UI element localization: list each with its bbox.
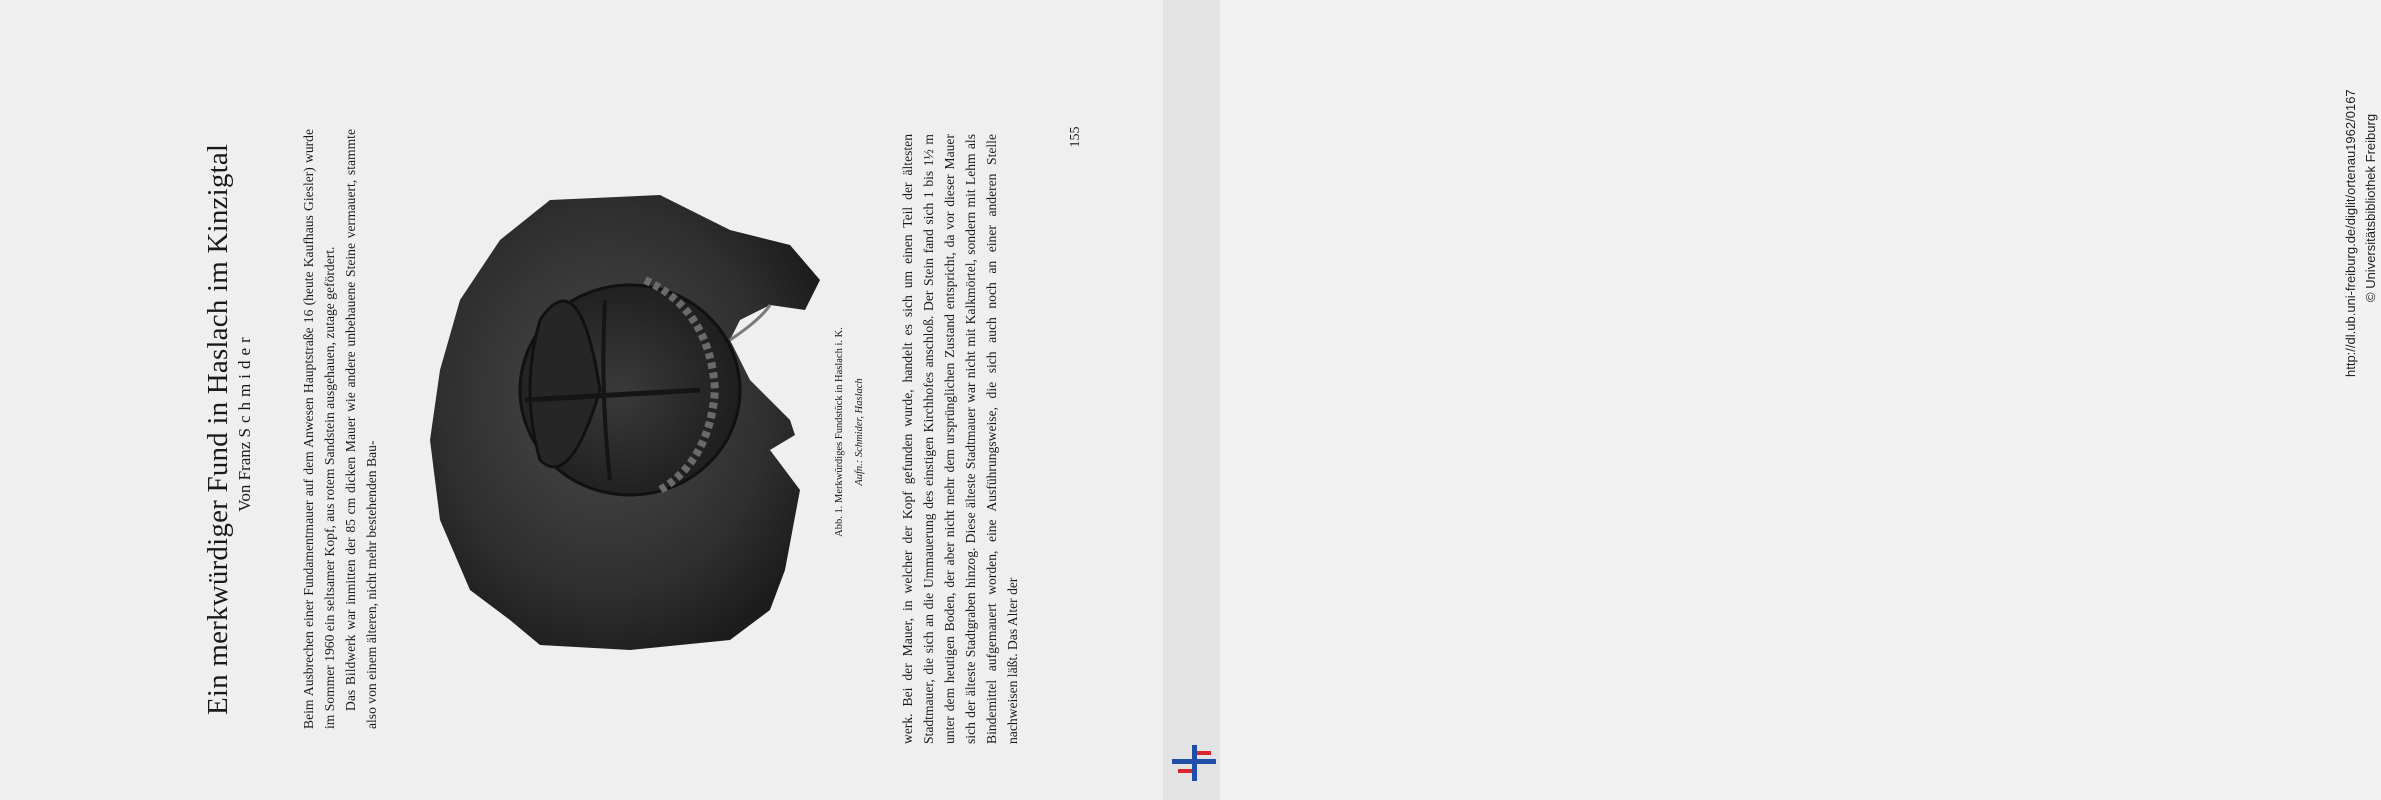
intro-text-column <box>298 129 414 729</box>
copyright-notice: © Universitätsbibliothek Freiburg <box>2363 113 2378 302</box>
paragraph-1: Beim Ausbrechen einer Fundamentmauer auf dem Anwesen Hauptstraße 16 (heute Kaufhaus Giesler) wurde im Sommer 1960 ein seltsamer Kopf, aus rotem Sandstein ausgehauen, zutage gefördert. <box>301 129 337 729</box>
continuation-text-column <box>897 134 1047 744</box>
source-url[interactable]: http://dl.ub.uni-freiburg.de/diglit/ortenau1962/0167 <box>2343 89 2358 377</box>
page-number: 155 <box>1068 126 1083 148</box>
paragraph-2: Das Bildwerk war inmitten der 85 cm dicken Mauer wie andere unbehauene Steine vermauert, stammte also von einem älteren, nicht mehr bestehenden Bau- <box>343 129 379 729</box>
byline-prefix: Von Franz <box>235 441 254 512</box>
library-sidebar <box>1163 0 2378 800</box>
article-title: Ein merkwürdiger Fund in Haslach im Kinzigtal <box>202 143 234 715</box>
scanned-page <box>0 0 1163 800</box>
figure-caption: Abb. 1. Merkwürdiges Fundstück in Haslach i. K. <box>834 327 845 537</box>
photo-credit: Aufn.: Schmider, Haslach <box>854 378 865 486</box>
figure-caption-block <box>830 282 872 582</box>
library-logo-icon <box>1172 745 1216 781</box>
stone-head-photo <box>430 190 830 655</box>
byline <box>233 232 257 612</box>
byline-author: Schmider <box>235 332 254 438</box>
paragraph-3: werk. Bei der Mauer, in welcher der Kopf gefunden wurde, handelt es sich um einen Teil der ältesten Stadtmauer, die sich an die Ummauerung des einstigen Kirchhofes anschloß. Der Stein fand sich 1 bis 1½ m unter dem heutigen Boden, der aber nicht mehr dem ursprünglichen Zustand entspricht, da vor dieser Mauer sich der älteste Stadtgraben hinzog. Diese älteste Stadtmauer war nicht mit Kalkmörtel, sondern mit Lehm als Bindemittel aufgemauert worden, eine Ausführungsweise, die sich auch noch an einer anderen Stelle nachweisen läßt. Das Alter der <box>900 134 1020 744</box>
